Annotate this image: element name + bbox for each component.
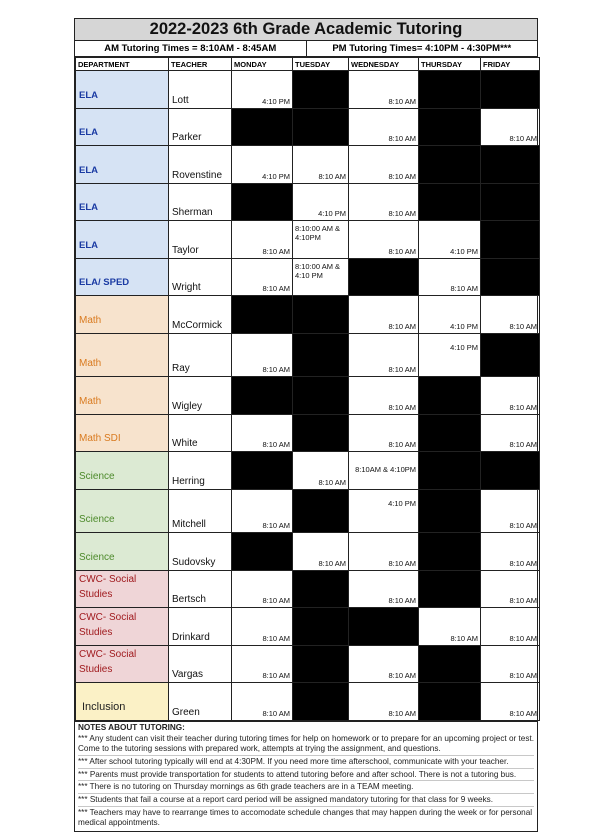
- thursday-blocked-cell: [419, 489, 481, 533]
- table-row: [76, 377, 540, 415]
- column-header-monday: MONDAY: [232, 58, 293, 71]
- monday-blocked-cell: [232, 183, 293, 221]
- department-cell: ELA: [76, 71, 169, 109]
- thursday-time-cell: 4:10 PM: [419, 333, 481, 377]
- table-row: [76, 533, 540, 571]
- wednesday-time-cell: 8:10 AM: [349, 377, 419, 415]
- friday-time-cell: 8:10 AM: [481, 489, 540, 533]
- schedule-table: [75, 57, 540, 721]
- department-cell: ELA/ SPED: [76, 258, 169, 296]
- monday-blocked-cell: [232, 533, 293, 571]
- thursday-blocked-cell: [419, 108, 481, 146]
- monday-time-cell: 8:10 AM: [232, 258, 293, 296]
- am-tutoring-times: AM Tutoring Times = 8:10AM - 8:45AM: [75, 41, 307, 56]
- wednesday-time-cell: 8:10AM & 4:10PM: [349, 452, 419, 490]
- department-cell: CWC- Social Studies: [76, 608, 169, 646]
- note-item: *** Students that fail a course at a report card period will be assigned mandatory tutoring for that class for 9 weeks.: [78, 794, 534, 807]
- note-item: *** Parents must provide transportation for students to attend tutoring before and after school. There is not a tutoring bus.: [78, 769, 534, 782]
- thursday-blocked-cell: [419, 183, 481, 221]
- tuesday-time-cell: 8:10 AM: [293, 146, 349, 184]
- notes-title: NOTES ABOUT TUTORING:: [78, 722, 185, 732]
- friday-blocked-cell: [481, 258, 540, 296]
- friday-blocked-cell: [481, 146, 540, 184]
- table-row: [76, 645, 540, 683]
- header-row: [76, 58, 540, 71]
- department-cell: ELA: [76, 183, 169, 221]
- friday-time-cell: 8:10 AM: [481, 533, 540, 571]
- department-cell: Math SDI: [76, 414, 169, 452]
- column-header-wednesday: WEDNESDAY: [349, 58, 419, 71]
- tuesday-blocked-cell: [293, 71, 349, 109]
- friday-blocked-cell: [481, 221, 540, 259]
- teacher-cell: Green: [169, 683, 232, 721]
- monday-time-cell: 8:10 AM: [232, 221, 293, 259]
- thursday-time-cell: 8:10 AM: [419, 608, 481, 646]
- tutoring-notes: [75, 721, 537, 831]
- tuesday-blocked-cell: [293, 489, 349, 533]
- thursday-blocked-cell: [419, 683, 481, 721]
- column-header-thursday: THURSDAY: [419, 58, 481, 71]
- teacher-cell: Bertsch: [169, 570, 232, 608]
- tuesday-blocked-cell: [293, 333, 349, 377]
- column-header-department: DEPARTMENT: [76, 58, 169, 71]
- wednesday-time-cell: 8:10 AM: [349, 645, 419, 683]
- friday-time-cell: 8:10 AM: [481, 108, 540, 146]
- wednesday-time-cell: 8:10 AM: [349, 71, 419, 109]
- department-cell: CWC- Social Studies: [76, 570, 169, 608]
- schedule-rows: [76, 71, 540, 721]
- table-row: [76, 146, 540, 184]
- friday-blocked-cell: [481, 333, 540, 377]
- friday-time-cell: 8:10 AM: [481, 296, 540, 334]
- wednesday-time-cell: 8:10 AM: [349, 108, 419, 146]
- department-cell: ELA: [76, 221, 169, 259]
- teacher-cell: Wright: [169, 258, 232, 296]
- teacher-cell: Ray: [169, 333, 232, 377]
- teacher-cell: McCormick: [169, 296, 232, 334]
- department-cell: Math: [76, 333, 169, 377]
- friday-time-cell: 8:10 AM: [481, 608, 540, 646]
- teacher-cell: Rovenstine: [169, 146, 232, 184]
- wednesday-blocked-cell: [349, 258, 419, 296]
- tuesday-time-cell: 8:10 AM: [293, 452, 349, 490]
- pm-tutoring-times: PM Tutoring Times= 4:10PM - 4:30PM***: [332, 43, 512, 54]
- column-header-teacher: TEACHER: [169, 58, 232, 71]
- department-cell: Science: [76, 489, 169, 533]
- table-row: [76, 570, 540, 608]
- table-row: [76, 183, 540, 221]
- monday-blocked-cell: [232, 296, 293, 334]
- monday-time-cell: 8:10 AM: [232, 645, 293, 683]
- friday-time-cell: 8:10 AM: [481, 570, 540, 608]
- tuesday-blocked-cell: [293, 645, 349, 683]
- tuesday-blocked-cell: [293, 608, 349, 646]
- wednesday-time-cell: 8:10 AM: [349, 414, 419, 452]
- monday-time-cell: 8:10 AM: [232, 333, 293, 377]
- department-cell: ELA: [76, 108, 169, 146]
- column-header-friday: FRIDAY: [481, 58, 540, 71]
- teacher-cell: Vargas: [169, 645, 232, 683]
- table-row: [76, 333, 540, 377]
- table-row: [76, 71, 540, 109]
- monday-blocked-cell: [232, 108, 293, 146]
- monday-time-cell: 4:10 PM: [232, 71, 293, 109]
- teacher-cell: Parker: [169, 108, 232, 146]
- wednesday-time-cell: 8:10 AM: [349, 146, 419, 184]
- column-header-tuesday: TUESDAY: [293, 58, 349, 71]
- wednesday-time-cell: 4:10 PM: [349, 489, 419, 533]
- teacher-cell: Mitchell: [169, 489, 232, 533]
- friday-blocked-cell: [481, 183, 540, 221]
- tutoring-times-bar: [75, 41, 537, 57]
- table-row: [76, 608, 540, 646]
- department-cell: Math: [76, 377, 169, 415]
- tuesday-blocked-cell: [293, 414, 349, 452]
- table-row: [76, 258, 540, 296]
- teacher-cell: Sudovsky: [169, 533, 232, 571]
- monday-time-cell: 8:10 AM: [232, 414, 293, 452]
- monday-blocked-cell: [232, 452, 293, 490]
- department-cell: Science: [76, 452, 169, 490]
- department-cell: CWC- Social Studies: [76, 645, 169, 683]
- wednesday-time-cell: 8:10 AM: [349, 296, 419, 334]
- teacher-cell: Sherman: [169, 183, 232, 221]
- thursday-blocked-cell: [419, 146, 481, 184]
- wednesday-time-cell: 8:10 AM: [349, 683, 419, 721]
- note-item: *** Teachers may have to rearrange times to accomodate schedule changes that may happen during the week or for personal medical appointments.: [78, 808, 533, 827]
- page-title: 2022-2023 6th Grade Academic Tutoring: [75, 19, 537, 41]
- teacher-cell: White: [169, 414, 232, 452]
- tuesday-blocked-cell: [293, 570, 349, 608]
- note-item: *** After school tutoring typically will end at 4:30PM. If you need more time afterschool, communicate with your teacher.: [78, 756, 534, 769]
- table-row: [76, 414, 540, 452]
- wednesday-time-cell: 8:10 AM: [349, 333, 419, 377]
- monday-blocked-cell: [232, 377, 293, 415]
- department-cell: Inclusion: [76, 683, 169, 721]
- tuesday-time-cell: 8:10:00 AM & 4:10 PM: [293, 258, 349, 296]
- note-item: *** Any student can visit their teacher during tutoring times for help on homework or to prepare for an upcoming project or test. Come to the tutoring sessions with prepared work, attempts at trying the assignment, and questions.: [78, 733, 534, 756]
- wednesday-blocked-cell: [349, 608, 419, 646]
- table-row: [76, 221, 540, 259]
- wednesday-time-cell: 8:10 AM: [349, 221, 419, 259]
- friday-time-cell: 8:10 AM: [481, 377, 540, 415]
- monday-time-cell: 4:10 PM: [232, 146, 293, 184]
- thursday-blocked-cell: [419, 71, 481, 109]
- wednesday-time-cell: 8:10 AM: [349, 183, 419, 221]
- friday-time-cell: 8:10 AM: [481, 645, 540, 683]
- thursday-blocked-cell: [419, 414, 481, 452]
- thursday-blocked-cell: [419, 645, 481, 683]
- table-row: [76, 683, 540, 721]
- tuesday-blocked-cell: [293, 108, 349, 146]
- monday-time-cell: 8:10 AM: [232, 489, 293, 533]
- thursday-blocked-cell: [419, 452, 481, 490]
- teacher-cell: Drinkard: [169, 608, 232, 646]
- thursday-blocked-cell: [419, 377, 481, 415]
- teacher-cell: Herring: [169, 452, 232, 490]
- table-row: [76, 489, 540, 533]
- table-row: [76, 296, 540, 334]
- tutoring-schedule-sheet: [74, 18, 538, 832]
- thursday-time-cell: 4:10 PM: [419, 221, 481, 259]
- note-item: *** There is no tutoring on Thursday mornings as 6th grade teachers are in a TEAM meeting.: [78, 781, 534, 794]
- wednesday-time-cell: 8:10 AM: [349, 570, 419, 608]
- teacher-cell: Taylor: [169, 221, 232, 259]
- tuesday-blocked-cell: [293, 377, 349, 415]
- friday-blocked-cell: [481, 452, 540, 490]
- department-cell: ELA: [76, 146, 169, 184]
- thursday-time-cell: 4:10 PM: [419, 296, 481, 334]
- tuesday-blocked-cell: [293, 683, 349, 721]
- department-cell: Math: [76, 296, 169, 334]
- thursday-time-cell: 8:10 AM: [419, 258, 481, 296]
- monday-time-cell: 8:10 AM: [232, 683, 293, 721]
- friday-blocked-cell: [481, 71, 540, 109]
- tuesday-time-cell: 4:10 PM: [293, 183, 349, 221]
- friday-time-cell: 8:10 AM: [481, 414, 540, 452]
- tuesday-time-cell: 8:10 AM: [293, 533, 349, 571]
- thursday-blocked-cell: [419, 570, 481, 608]
- monday-time-cell: 8:10 AM: [232, 608, 293, 646]
- thursday-blocked-cell: [419, 533, 481, 571]
- monday-time-cell: 8:10 AM: [232, 570, 293, 608]
- department-cell: Science: [76, 533, 169, 571]
- wednesday-time-cell: 8:10 AM: [349, 533, 419, 571]
- table-row: [76, 452, 540, 490]
- teacher-cell: Wigley: [169, 377, 232, 415]
- teacher-cell: Lott: [169, 71, 232, 109]
- tuesday-time-cell: 8:10:00 AM & 4:10PM: [293, 221, 349, 259]
- tuesday-blocked-cell: [293, 296, 349, 334]
- table-row: [76, 108, 540, 146]
- friday-time-cell: 8:10 AM: [481, 683, 540, 721]
